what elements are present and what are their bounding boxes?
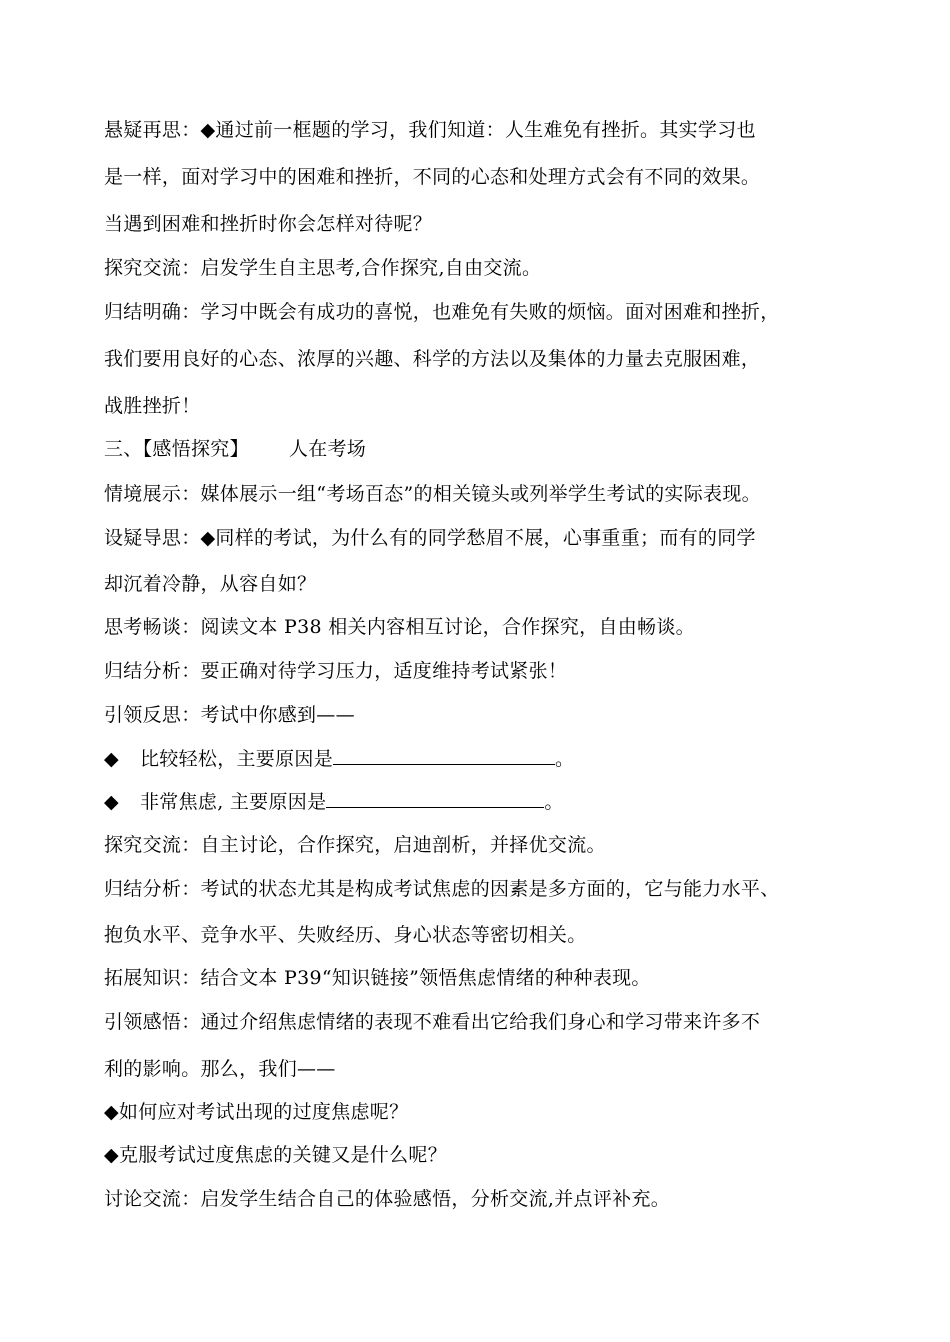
fill-in-end: 。: [555, 748, 575, 770]
fill-in-end: 。: [544, 791, 564, 813]
section-subtitle: 人在考场: [288, 438, 367, 460]
paragraph-line: 探究交流：启发学生自主思考,合作探究,自由交流。: [104, 257, 542, 279]
paragraph-line: 情境展示：媒体展示一组“考场百态”的相关镜头或列举学生考试的实际表现。: [104, 483, 761, 505]
paragraph-line: 抱负水平、竞争水平、失败经历、身心状态等密切相关。: [104, 924, 587, 946]
paragraph-line: 战胜挫折！: [104, 395, 201, 417]
paragraph-line: 讨论交流：启发学生结合自己的体验感悟，分析交流,并点评补充。: [104, 1188, 671, 1210]
paragraph-line: 归结分析：考试的状态尤其是构成考试焦虑的因素是多方面的，它与能力水平、: [104, 878, 780, 900]
paragraph-line: 思考畅谈：阅读文本 P38 相关内容相互讨论，合作探究，自由畅谈。: [104, 616, 695, 638]
paragraph-line: 利的影响。那么，我们——: [104, 1058, 336, 1080]
paragraph-line: 悬疑再思：◆通过前一框题的学习，我们知道：人生难免有挫折。其实学习也: [104, 119, 756, 141]
fill-in-item: [104, 789, 564, 814]
fill-in-label: 比较轻松，主要原因是: [140, 748, 334, 770]
paragraph-line: 探究交流：自主讨论，合作探究，启迪剖析，并择优交流。: [104, 834, 606, 856]
section-number-title: 三、【感悟探究】: [104, 438, 249, 460]
answer-blank: [326, 789, 544, 808]
paragraph-line: 却沉着冷静，从容自如？: [104, 573, 317, 595]
fill-in-item: [104, 746, 574, 771]
paragraph-line: 设疑导思：◆同样的考试，为什么有的同学愁眉不展，心事重重；而有的同学: [104, 527, 756, 549]
paragraph-line: 是一样，面对学习中的困难和挫折，不同的心态和处理方式会有不同的效果。: [104, 166, 761, 188]
paragraph-line: ◆克服考试过度焦虑的关键又是什么呢？: [104, 1144, 448, 1166]
section-heading: [104, 437, 366, 461]
paragraph-line: 引领反思：考试中你感到——: [104, 704, 355, 726]
answer-blank: [333, 746, 555, 765]
diamond-bullet-icon: ◆: [104, 791, 119, 813]
paragraph-line: 当遇到困难和挫折时你会怎样对待呢？: [104, 213, 433, 235]
fill-in-label: 非常焦虑, 主要原因是: [140, 791, 327, 813]
paragraph-line: ◆如何应对考试出现的过度焦虑呢？: [104, 1101, 409, 1123]
paragraph-line: 归结分析：要正确对待学习压力，适度维持考试紧张！: [104, 660, 568, 682]
diamond-bullet-icon: ◆: [104, 748, 119, 770]
paragraph-line: 引领感悟：通过介绍焦虑情绪的表现不难看出它给我们身心和学习带来许多不: [104, 1011, 761, 1033]
paragraph-line: 拓展知识：结合文本 P39“知识链接”领悟焦虑情绪的种种表现。: [104, 967, 651, 989]
paragraph-line: 归结明确：学习中既会有成功的喜悦，也难免有失败的烦恼。面对困难和挫折，: [104, 301, 780, 323]
paragraph-line: 我们要用良好的心态、浓厚的兴趣、科学的方法以及集体的力量去克服困难，: [104, 348, 761, 370]
